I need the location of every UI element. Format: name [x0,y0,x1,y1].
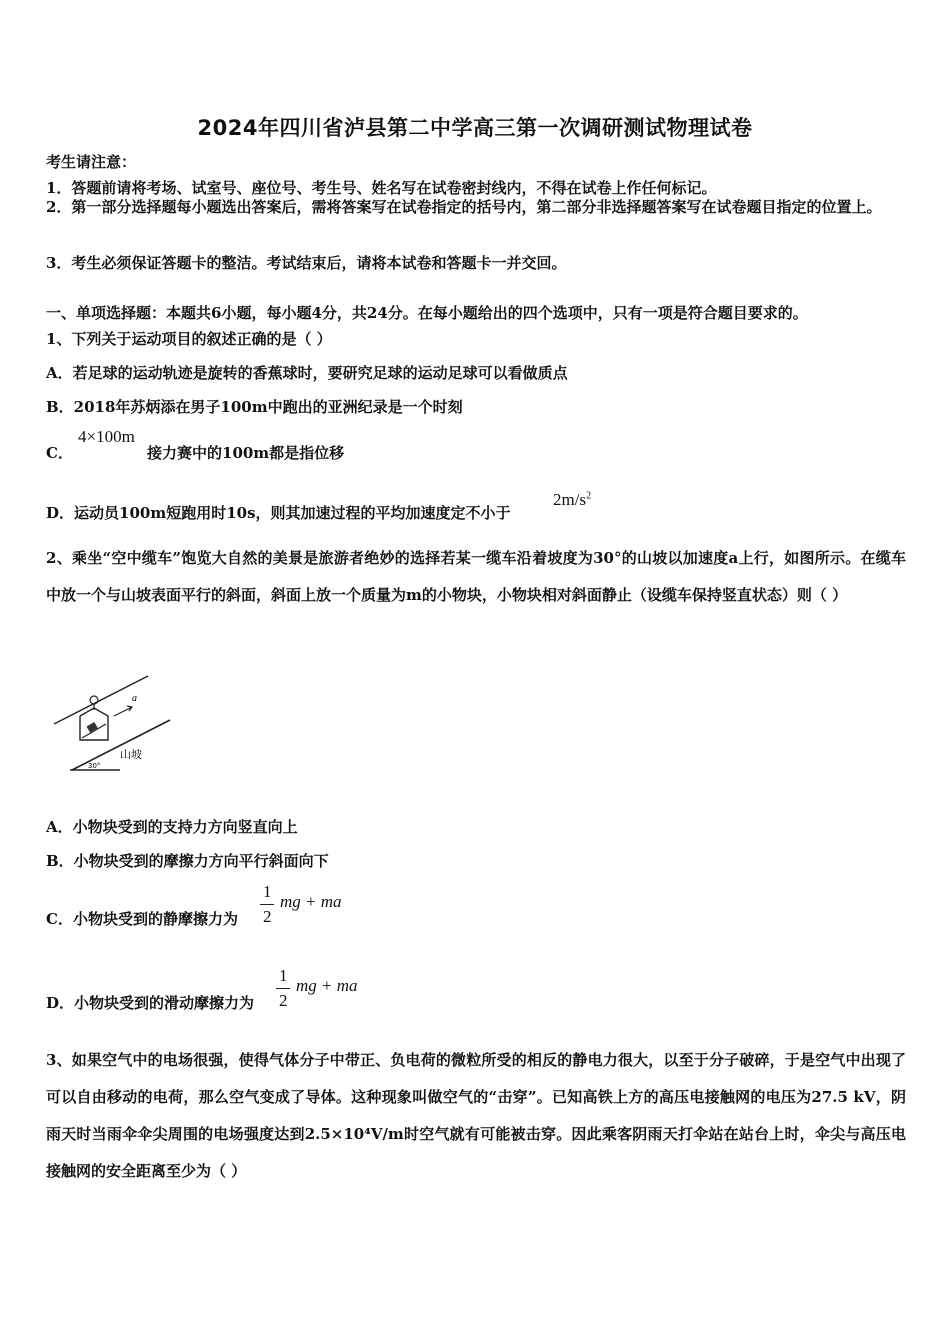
fraction-denominator: 2 [263,907,272,926]
q2-option-b: B．小物块受到的摩擦力方向平行斜面向下 [46,852,329,870]
acceleration-arrow [114,707,132,716]
fraction-denominator: 2 [279,991,288,1010]
small-block [87,722,98,733]
q1-option-d-text: D．运动员100m短跑用时10s，则其加速过程的平均加速度定不小于 [46,504,511,522]
notice-item-2: 2．第一部分选择题每小题选出答案后，需将答案写在试卷指定的括号内，第二部分非选择题答案写在试卷题目指定的位置上。 [46,198,882,216]
page-title: 2024年四川省泸县第二中学高三第一次调研测试物理试卷 [197,116,753,140]
fraction-bar [276,988,290,989]
q1-option-c-text: 接力赛中的100m都是指位移 [147,444,345,462]
q1-option-d-exponent: 2 [586,490,592,502]
fraction-numerator: 1 [279,966,288,985]
slope-label: 山坡 [120,748,142,761]
q2-option-d-text: D．小物块受到的滑动摩擦力为 [46,994,255,1012]
notice-heading: 考生请注意： [46,153,137,171]
acceleration-label: a [132,693,137,704]
q3-stem: 3、如果空气中的电场很强，使得气体分子中带正、负电荷的微粒所受的相反的静电力很大，以至于分子破碎，于是空气中出现了可以自由移动的电荷，那么空气变成了导体。这种现象叫做空气的“击穿”。已知高铁上方的高压电接触网的电压为27.5 kV，阴雨天时当雨伞伞尖周围的电场强度达到2.5×10⁴V/m时空气就有可能被击穿。因此乘客阴雨天打伞站在站台上时，伞尖与高压电接触网的安全距离至少为（ ） [46,1051,906,1180]
q1-option-c-formula: 4×100m [78,427,135,446]
q2-stem: 2、乘坐“空中缆车”饱览大自然的美景是旅游者绝妙的选择若某一缆车沿着坡度为30°的山坡以加速度a上行，如图所示。在缆车中放一个与山坡表面平行的斜面，斜面上放一个质量为m的小物块，小物块相对斜面静止（设缆车保持竖直状态）则（ ） [46,549,906,604]
q1-option-c-label: C． [46,444,73,462]
angle-label: 30° [88,762,101,770]
q2-option-c-text: C．小物块受到的静摩擦力为 [46,910,238,928]
q2-option-a: A．小物块受到的支持力方向竖直向上 [46,818,298,836]
fraction-bar [260,904,274,905]
q1-option-b: B．2018年苏炳添在男子100m中跑出的亚洲纪录是一个时刻 [46,398,463,416]
notice-item-3: 3．考生必须保证答题卡的整洁。考试结束后，请将本试卷和答题卡一并交回。 [46,254,567,272]
notice-item-1: 1．答题前请将考场、试室号、座位号、考生号、姓名写在试卷密封线内，不得在试卷上作任何标记。 [46,179,717,197]
q1-option-d-formula [553,490,591,510]
fraction-numerator: 1 [263,882,272,901]
section-heading: 一、单项选择题：本题共6小题，每小题4分，共24分。在每小题给出的四个选项中，只有一项是符合题目要求的。 [46,304,808,322]
cable-car-figure [50,668,190,778]
q1-stem: 1、下列关于运动项目的叙述正确的是（ ） [46,330,332,348]
q1-option-a: A．若足球的运动轨迹是旋转的香蕉球时，要研究足球的运动足球可以看做质点 [46,364,568,382]
formula-terms: mg + ma [280,892,342,911]
formula-terms: mg + ma [296,976,358,995]
q1-option-d-unit: 2m/s [553,490,587,509]
slope-line [72,720,170,770]
